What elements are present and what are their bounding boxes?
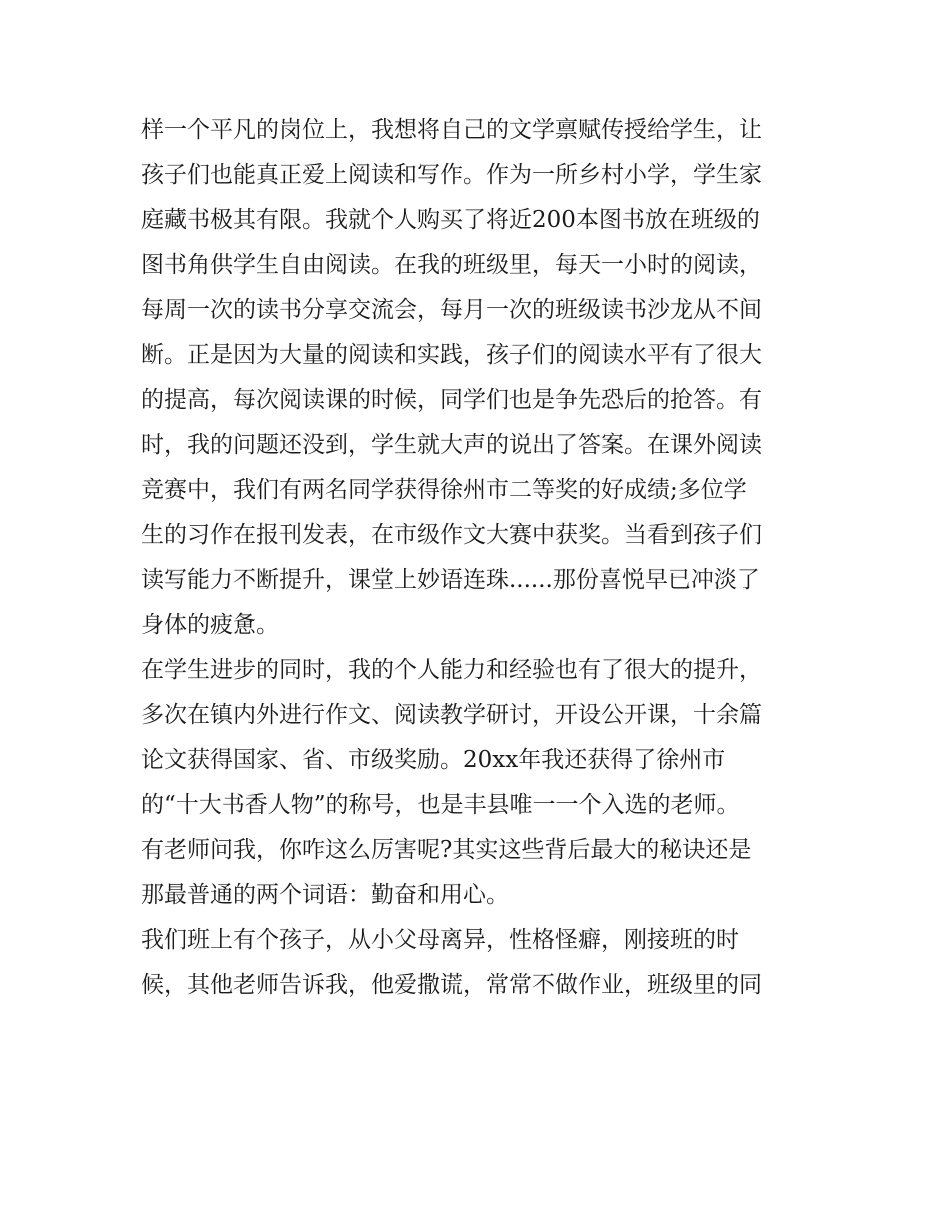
body-text — [141, 108, 821, 1008]
text-line: 候，其他老师告诉我，他爱撒谎，常常不做作业，班级里的同 — [141, 972, 762, 998]
text-line: 每周一次的读书分享交流会，每月一次的班级读书沙龙从不间 — [141, 297, 762, 323]
text-line: 那最普通的两个词语：勤奋和用心。 — [141, 882, 509, 908]
text-line: 多次在镇内外进行作文、阅读教学研讨，开设公开课，十余篇 — [141, 702, 762, 728]
text-line: 孩子们也能真正爱上阅读和写作。作为一所乡村小学，学生家 — [141, 162, 762, 188]
text-line: 的“十大书香人物”的称号，也是丰县唯一一个入选的老师。 — [141, 792, 740, 818]
text-line: 我们班上有个孩子，从小父母离异，性格怪癖，刚接班的时 — [141, 927, 739, 953]
text-line: 样一个平凡的岗位上，我想将自己的文学禀赋传授给学生，让 — [141, 117, 762, 143]
text-line: 在学生进步的同时，我的个人能力和经验也有了很大的提升， — [141, 657, 762, 683]
text-line: 生的习作在报刊发表，在市级作文大赛中获奖。当看到孩子们 — [141, 522, 762, 548]
text-line: 时，我的问题还没到，学生就大声的说出了答案。在课外阅读 — [141, 432, 762, 458]
text-line: 论文获得国家、省、市级奖励。20xx年我还获得了徐州市 — [141, 747, 726, 773]
text-line: 的提高，每次阅读课的时候，同学们也是争先恐后的抢答。有 — [141, 387, 762, 413]
text-line: 有老师问我，你咋这么厉害呢?其实这些背后最大的秘诀还是 — [141, 837, 752, 863]
text-line: 身体的疲惫。 — [141, 612, 279, 638]
text-line: 庭藏书极其有限。我就个人购买了将近200本图书放在班级的 — [141, 207, 760, 233]
text-line: 断。正是因为大量的阅读和实践，孩子们的阅读水平有了很大 — [141, 342, 762, 368]
text-line: 竞赛中，我们有两名同学获得徐州市二等奖的好成绩;多位学 — [141, 477, 747, 503]
text-line: 读写能力不断提升，课堂上妙语连珠......那份喜悦早已冲淡了 — [141, 567, 760, 593]
text-line: 图书角供学生自由阅读。在我的班级里，每天一小时的阅读， — [141, 252, 762, 278]
